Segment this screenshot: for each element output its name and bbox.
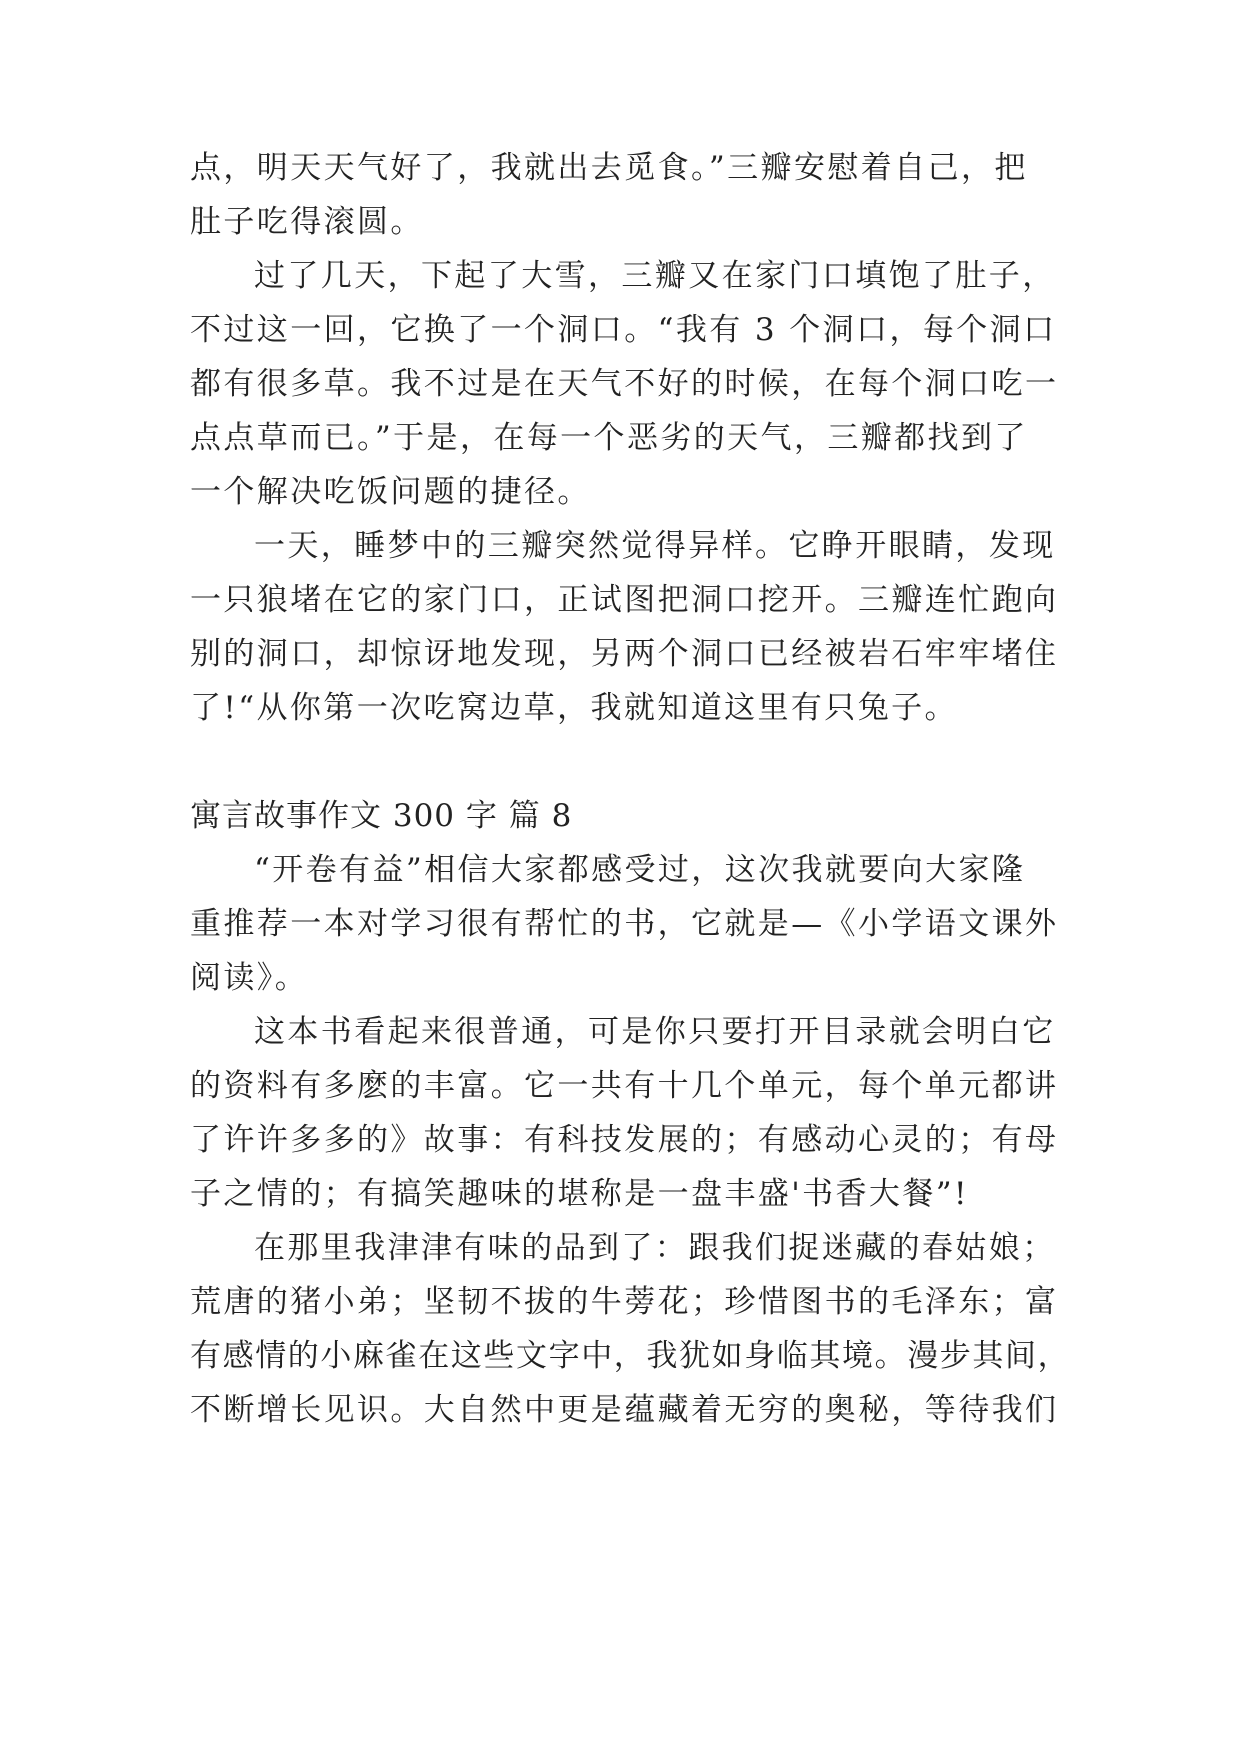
text-line: 了!“从你第一次吃窝边草，我就知道这里有只兔子。 [190, 690, 958, 726]
text-line: 肚子吃得滚圆。 [190, 204, 424, 240]
text-line: 子之情的；有搞笑趣味的堪称是一盘丰盛'书香大餐”! [190, 1176, 969, 1212]
text-line: 阅读》。 [190, 960, 309, 996]
text-line: 的资料有多麽的丰富。它一共有十几个单元，每个单元都讲 [190, 1068, 1059, 1104]
text-line: 不断增长见识。大自然中更是蕴藏着无穷的奥秘，等待我们 [190, 1392, 1059, 1428]
text-line: 不过这一回，它换了一个洞口。“我有 3 个洞口，每个洞口 [190, 312, 1057, 348]
text-line: 点点草而已。”于是，在每一个恶劣的天气，三瓣都找到了 [190, 420, 1028, 456]
paragraph-first-line: 这本书看起来很普通，可是你只要打开目录就会明白它 [254, 1014, 1056, 1050]
text-line: 荒唐的猪小弟；坚韧不拔的牛蒡花；珍惜图书的毛泽东；富 [190, 1284, 1059, 1320]
paragraph-first-line: “开卷有益”相信大家都感受过，这次我就要向大家隆 [254, 852, 1026, 888]
text-line: 了许许多多的》故事：有科技发展的；有感动心灵的；有母 [190, 1122, 1059, 1158]
text-line: 有感情的小麻雀在这些文字中，我犹如身临其境。漫步其间， [190, 1338, 1071, 1374]
text-line: 都有很多草。我不过是在天气不好的时候，在每个洞口吃一 [190, 366, 1059, 402]
text-line: 一个解决吃饭问题的捷径。 [190, 474, 591, 510]
text-line: 一只狼堵在它的家门口，正试图把洞口挖开。三瓣连忙跑向 [190, 582, 1059, 618]
section-heading: 寓言故事作文 300 字 篇 8 [190, 798, 573, 834]
text-line: 重推荐一本对学习很有帮忙的书，它就是—《小学语文课外 [190, 906, 1059, 942]
text-line: 点，明天天气好了，我就出去觅食。”三瓣安慰着自己，把 [190, 150, 1028, 186]
text-line: 别的洞口，却惊讶地发现，另两个洞口已经被岩石牢牢堵住 [190, 636, 1059, 672]
paragraph-first-line: 一天，睡梦中的三瓣突然觉得异样。它睁开眼睛，发现 [254, 528, 1056, 564]
paragraph-first-line: 过了几天，下起了大雪，三瓣又在家门口填饱了肚子， [254, 258, 1056, 294]
paragraph-first-line: 在那里我津津有味的品到了：跟我们捉迷藏的春姑娘； [254, 1230, 1056, 1266]
